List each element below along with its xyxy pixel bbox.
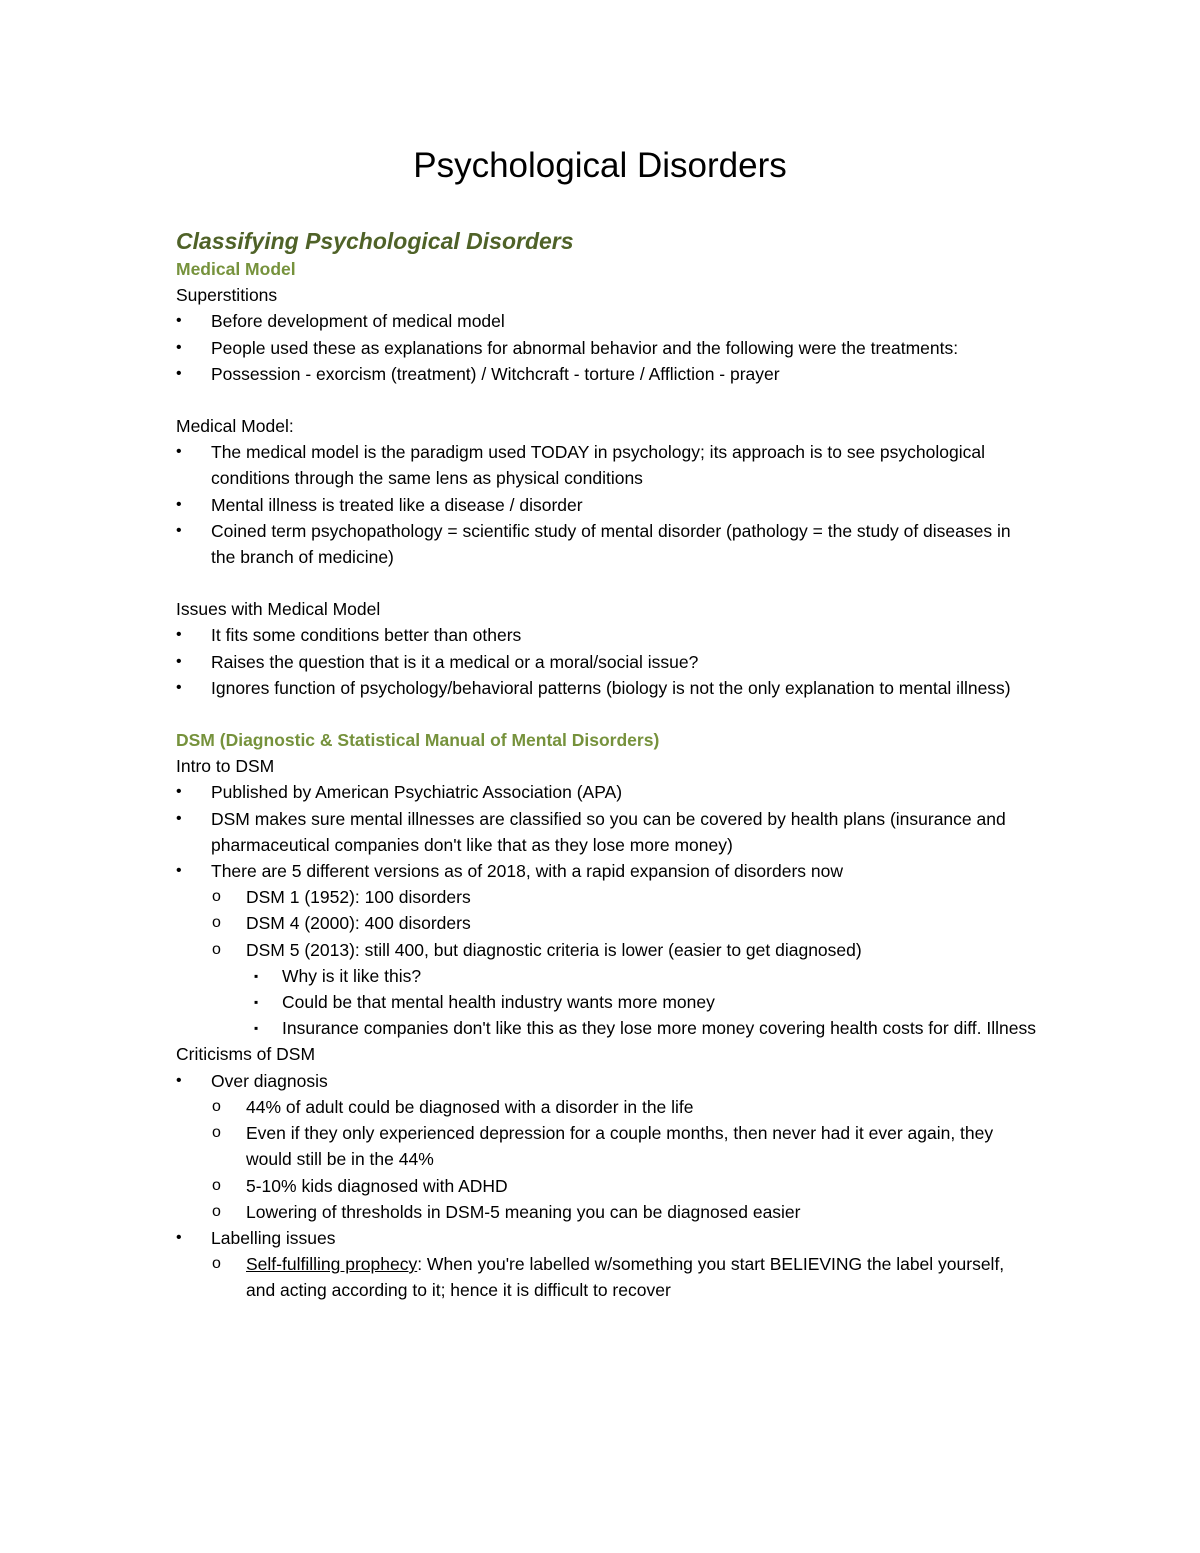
sub-list-item: o Lowering of thresholds in DSM-5 meaning you can be diagnosed easier <box>176 1199 1036 1225</box>
page-title: Psychological Disorders <box>413 146 787 185</box>
sub-list-item: o 44% of adult could be diagnosed with a disorder in the life <box>176 1094 1036 1120</box>
list-item: • Over diagnosis <box>176 1068 1036 1094</box>
dsm-intro-label: Intro to DSM <box>176 756 275 777</box>
bullet-marker: • <box>176 495 182 513</box>
self-fulfilling-prophecy-term: Self-fulfilling prophecy <box>246 1254 418 1275</box>
list-item: • Coined term psychopathology = scientific study of mental disorder (pathology = the study of diseases in the branch of medicine) <box>176 518 1036 570</box>
superstitions-list <box>176 308 1036 387</box>
bullet-marker: • <box>176 626 182 644</box>
circle-marker: o <box>212 914 221 932</box>
bullet-marker: • <box>176 312 182 330</box>
section-heading: Classifying Psychological Disorders <box>176 228 574 254</box>
criticisms-list <box>176 1068 1036 1304</box>
list-item: • Before development of medical model <box>176 308 1036 334</box>
list-item: • People used these as explanations for abnormal behavior and the following were the treatments: <box>176 335 1036 361</box>
bullet-marker: • <box>176 364 182 382</box>
sub-list-item: o Even if they only experienced depression for a couple months, then never had it ever again, they would still be in the 44% <box>176 1120 1036 1172</box>
circle-marker: o <box>212 888 221 906</box>
issues-list <box>176 622 1036 701</box>
list-item: • Possession - exorcism (treatment) / Witchcraft - torture / Affliction - prayer <box>176 361 1036 387</box>
sub-sub-list-item: ▪ Insurance companies don't like this as they lose more money covering health costs for diff. Illness <box>176 1015 1036 1041</box>
medical-model-label: Medical Model: <box>176 416 294 437</box>
document-body <box>176 226 1036 1304</box>
square-marker: ▪ <box>254 995 259 1010</box>
circle-marker: o <box>212 1255 221 1273</box>
circle-marker: o <box>212 940 221 958</box>
list-item: • Mental illness is treated like a disease / disorder <box>176 492 1036 518</box>
issues-label: Issues with Medical Model <box>176 599 381 620</box>
bullet-marker: • <box>176 862 182 880</box>
bullet-marker: • <box>176 1071 182 1089</box>
medical-model-list <box>176 439 1036 570</box>
sub-list-item: o 5-10% kids diagnosed with ADHD <box>176 1173 1036 1199</box>
list-item: • Ignores function of psychology/behavioral patterns (biology is not the only explanation to mental illness) <box>176 675 1036 701</box>
list-item: • Raises the question that is it a medical or a moral/social issue? <box>176 649 1036 675</box>
list-item: • The medical model is the paradigm used TODAY in psychology; its approach is to see psychological conditions through the same lens as physical conditions <box>176 439 1036 491</box>
bullet-marker: • <box>176 652 182 670</box>
square-marker: ▪ <box>254 968 259 983</box>
circle-marker: o <box>212 1202 221 1220</box>
bullet-marker: • <box>176 678 182 696</box>
square-marker: ▪ <box>254 1021 259 1036</box>
subheading-dsm: DSM (Diagnostic & Statistical Manual of Mental Disorders) <box>176 730 660 751</box>
list-item: • Labelling issues <box>176 1225 1036 1251</box>
sub-list-item: o DSM 4 (2000): 400 disorders <box>176 910 1036 936</box>
sub-list-item: o DSM 5 (2013): still 400, but diagnostic criteria is lower (easier to get diagnosed) <box>176 937 1036 963</box>
sub-sub-list-item: ▪ Could be that mental health industry wants more money <box>176 989 1036 1015</box>
bullet-marker: • <box>176 809 182 827</box>
bullet-marker: • <box>176 443 182 461</box>
bullet-marker: • <box>176 338 182 356</box>
sub-list-item: o DSM 1 (1952): 100 disorders <box>176 884 1036 910</box>
circle-marker: o <box>212 1097 221 1115</box>
circle-marker: o <box>212 1176 221 1194</box>
list-item: • There are 5 different versions as of 2018, with a rapid expansion of disorders now <box>176 858 1036 884</box>
bullet-marker: • <box>176 1228 182 1246</box>
sub-list-item: o Self-fulfilling prophecy: When you're labelled w/something you start BELIEVING the label yourself, and acting according to it; hence it is difficult to recover <box>176 1251 1036 1303</box>
list-item: • DSM makes sure mental illnesses are classified so you can be covered by health plans (insurance and pharmaceutical companies don't like that as they lose more money) <box>176 806 1036 858</box>
list-item: • It fits some conditions better than others <box>176 622 1036 648</box>
list-item: • Published by American Psychiatric Association (APA) <box>176 779 1036 805</box>
circle-marker: o <box>212 1124 221 1142</box>
bullet-marker: • <box>176 521 182 539</box>
bullet-marker: • <box>176 783 182 801</box>
dsm-intro-list <box>176 779 1036 1041</box>
criticisms-label: Criticisms of DSM <box>176 1044 316 1065</box>
superstitions-label: Superstitions <box>176 285 278 306</box>
subheading-medical-model: Medical Model <box>176 259 296 279</box>
sub-sub-list-item: ▪ Why is it like this? <box>176 963 1036 989</box>
